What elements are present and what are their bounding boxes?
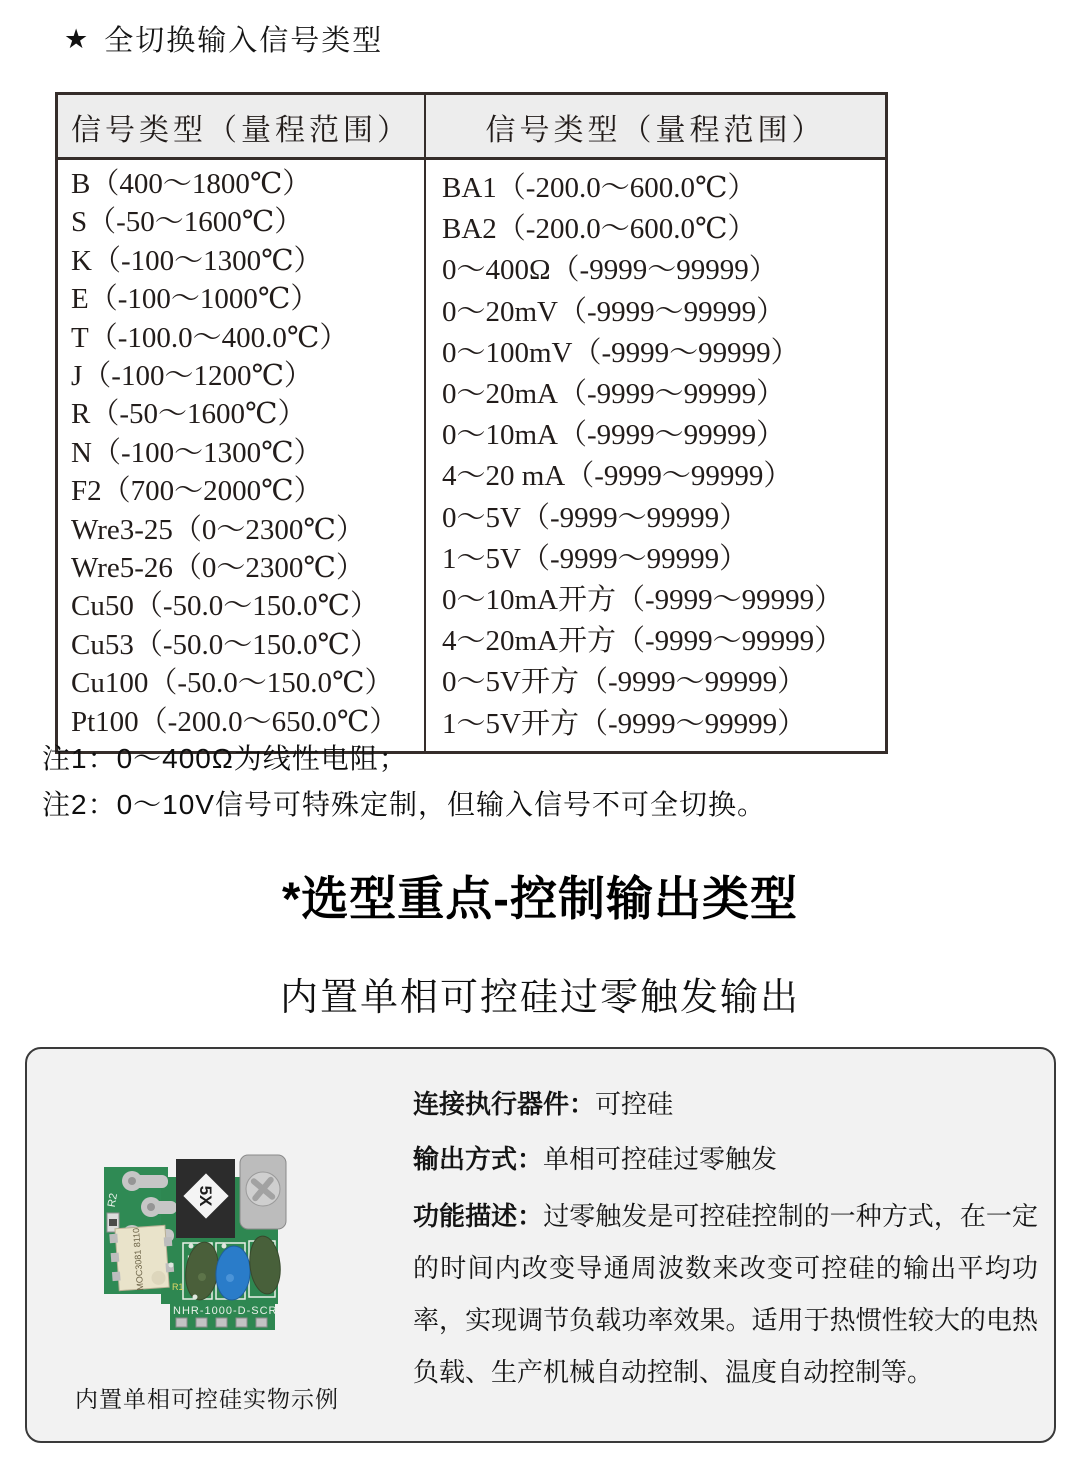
signal-entry: R（-50～1600℃） [71,398,307,431]
note-line: 注1：0～400Ω为线性电阻； [42,743,408,774]
signal-entry: T（-100.0～400.0℃） [71,321,349,354]
signal-entry: S（-50～1600℃） [71,206,304,239]
info-row-output-mode [413,1132,1038,1187]
signal-entry: Wre3-25（0～2300℃） [71,513,365,546]
info-value: 可控硅 [595,1089,674,1119]
smd-resistor-band [109,1219,117,1226]
optocoupler-label: MOC3081 8110 [130,1227,146,1291]
section-heading: *选型重点-控制输出类型 [282,872,798,925]
signal-entry: 1～5V开方（-9999～99999） [442,707,807,740]
info-label: 输出方式： [413,1144,544,1174]
notes-block [42,736,766,828]
signal-entry: Cu53（-50.0～150.0℃） [71,628,379,661]
signal-entry: N（-100～1300℃） [71,436,323,469]
scr-output-card [25,1047,1056,1443]
table-header-right: 信号类型（量程范围） [485,114,826,147]
signal-entry: 1～5V（-9999～99999） [442,542,749,575]
pcb-caption: 内置单相可控硅实物示例 [75,1386,339,1412]
pcb-r2-label: R2 [105,1192,120,1209]
info-value: 单相可控硅过零触发 [543,1144,778,1174]
signal-entry: 0～5V（-9999～99999） [442,501,749,534]
signal-entry: Cu100（-50.0～150.0℃） [71,667,394,700]
signal-entry: J（-100～1200℃） [71,360,313,393]
info-row-actuator [413,1077,1038,1132]
signal-entry: K（-100～1300℃） [71,244,323,277]
signal-entry: 0～5V开方（-9999～99999） [442,666,807,699]
info-value: 过零触发是可控硅控制的一种方式，在一定的时间内改变导通周波数来改变可控硅的输出平均功率，实现调节负载功率效果。适用于热惯性较大的电热负载、生产机械自动控制、温度自动控制等。 [413,1201,1038,1387]
signal-entry: B（400～1800℃） [71,168,312,200]
pcb-r1-label: R1 [172,1282,184,1292]
table-header-row [58,95,885,160]
table-header-left: 信号类型（量程范围） [58,95,426,157]
capacitor-highlight [198,1273,206,1281]
signal-entry: Wre5-26（0～2300℃） [71,552,365,585]
signal-entry: BA2（-200.0～600.0℃） [442,213,757,246]
note-line: 注2：0～10V信号可特殊定制，但输入信号不可全切换。 [42,789,766,820]
section-subheading: 内置单相可控硅过零触发输出 [279,977,800,1019]
signal-entry: F2（700～2000℃） [71,475,323,508]
optocoupler-chip [109,1225,175,1293]
signal-entry: BA1（-200.0～600.0℃） [442,172,757,204]
signal-entry: 4～20 mA（-9999～99999） [442,460,793,493]
pcb-silkscreen-text: NHR-1000-D-SCR [173,1305,278,1317]
triac-chip-label: 5X [196,1185,215,1207]
star-icon: ★ [64,23,89,54]
signal-list-right [426,160,885,751]
signal-entry: Cu50（-50.0～150.0℃） [71,590,379,623]
info-label: 功能描述： [413,1201,544,1231]
signal-list-left [58,160,426,751]
info-row-description [413,1190,1038,1398]
page-title-text: 全切换输入信号类型 [104,25,384,57]
signal-entry: 0～20mV（-9999～99999） [442,295,786,328]
varistor-highlight [226,1274,234,1282]
info-label: 连接执行器件： [413,1089,596,1119]
signal-entry: 4～20mA开方（-9999～99999） [442,625,844,658]
signal-entry: 0～10mA（-9999～99999） [442,419,786,452]
signal-entry: E（-100～1000℃） [71,283,320,316]
signal-entry: Pt100（-200.0～650.0℃） [71,705,399,738]
signal-entry: 0～100mV（-9999～99999） [442,336,800,369]
output-info [413,1077,1038,1398]
signal-entry: 0～10mA开方（-9999～99999） [442,584,844,617]
signal-type-table [55,92,888,754]
screw-terminal [240,1155,286,1229]
signal-entry: 0～400Ω（-9999～99999） [442,254,778,287]
pcb-photo [99,1147,295,1339]
page-title [64,18,383,59]
signal-entry: 0～20mA（-9999～99999） [442,378,786,411]
table-body-row [58,160,885,751]
pcb-illustration [99,1147,295,1339]
